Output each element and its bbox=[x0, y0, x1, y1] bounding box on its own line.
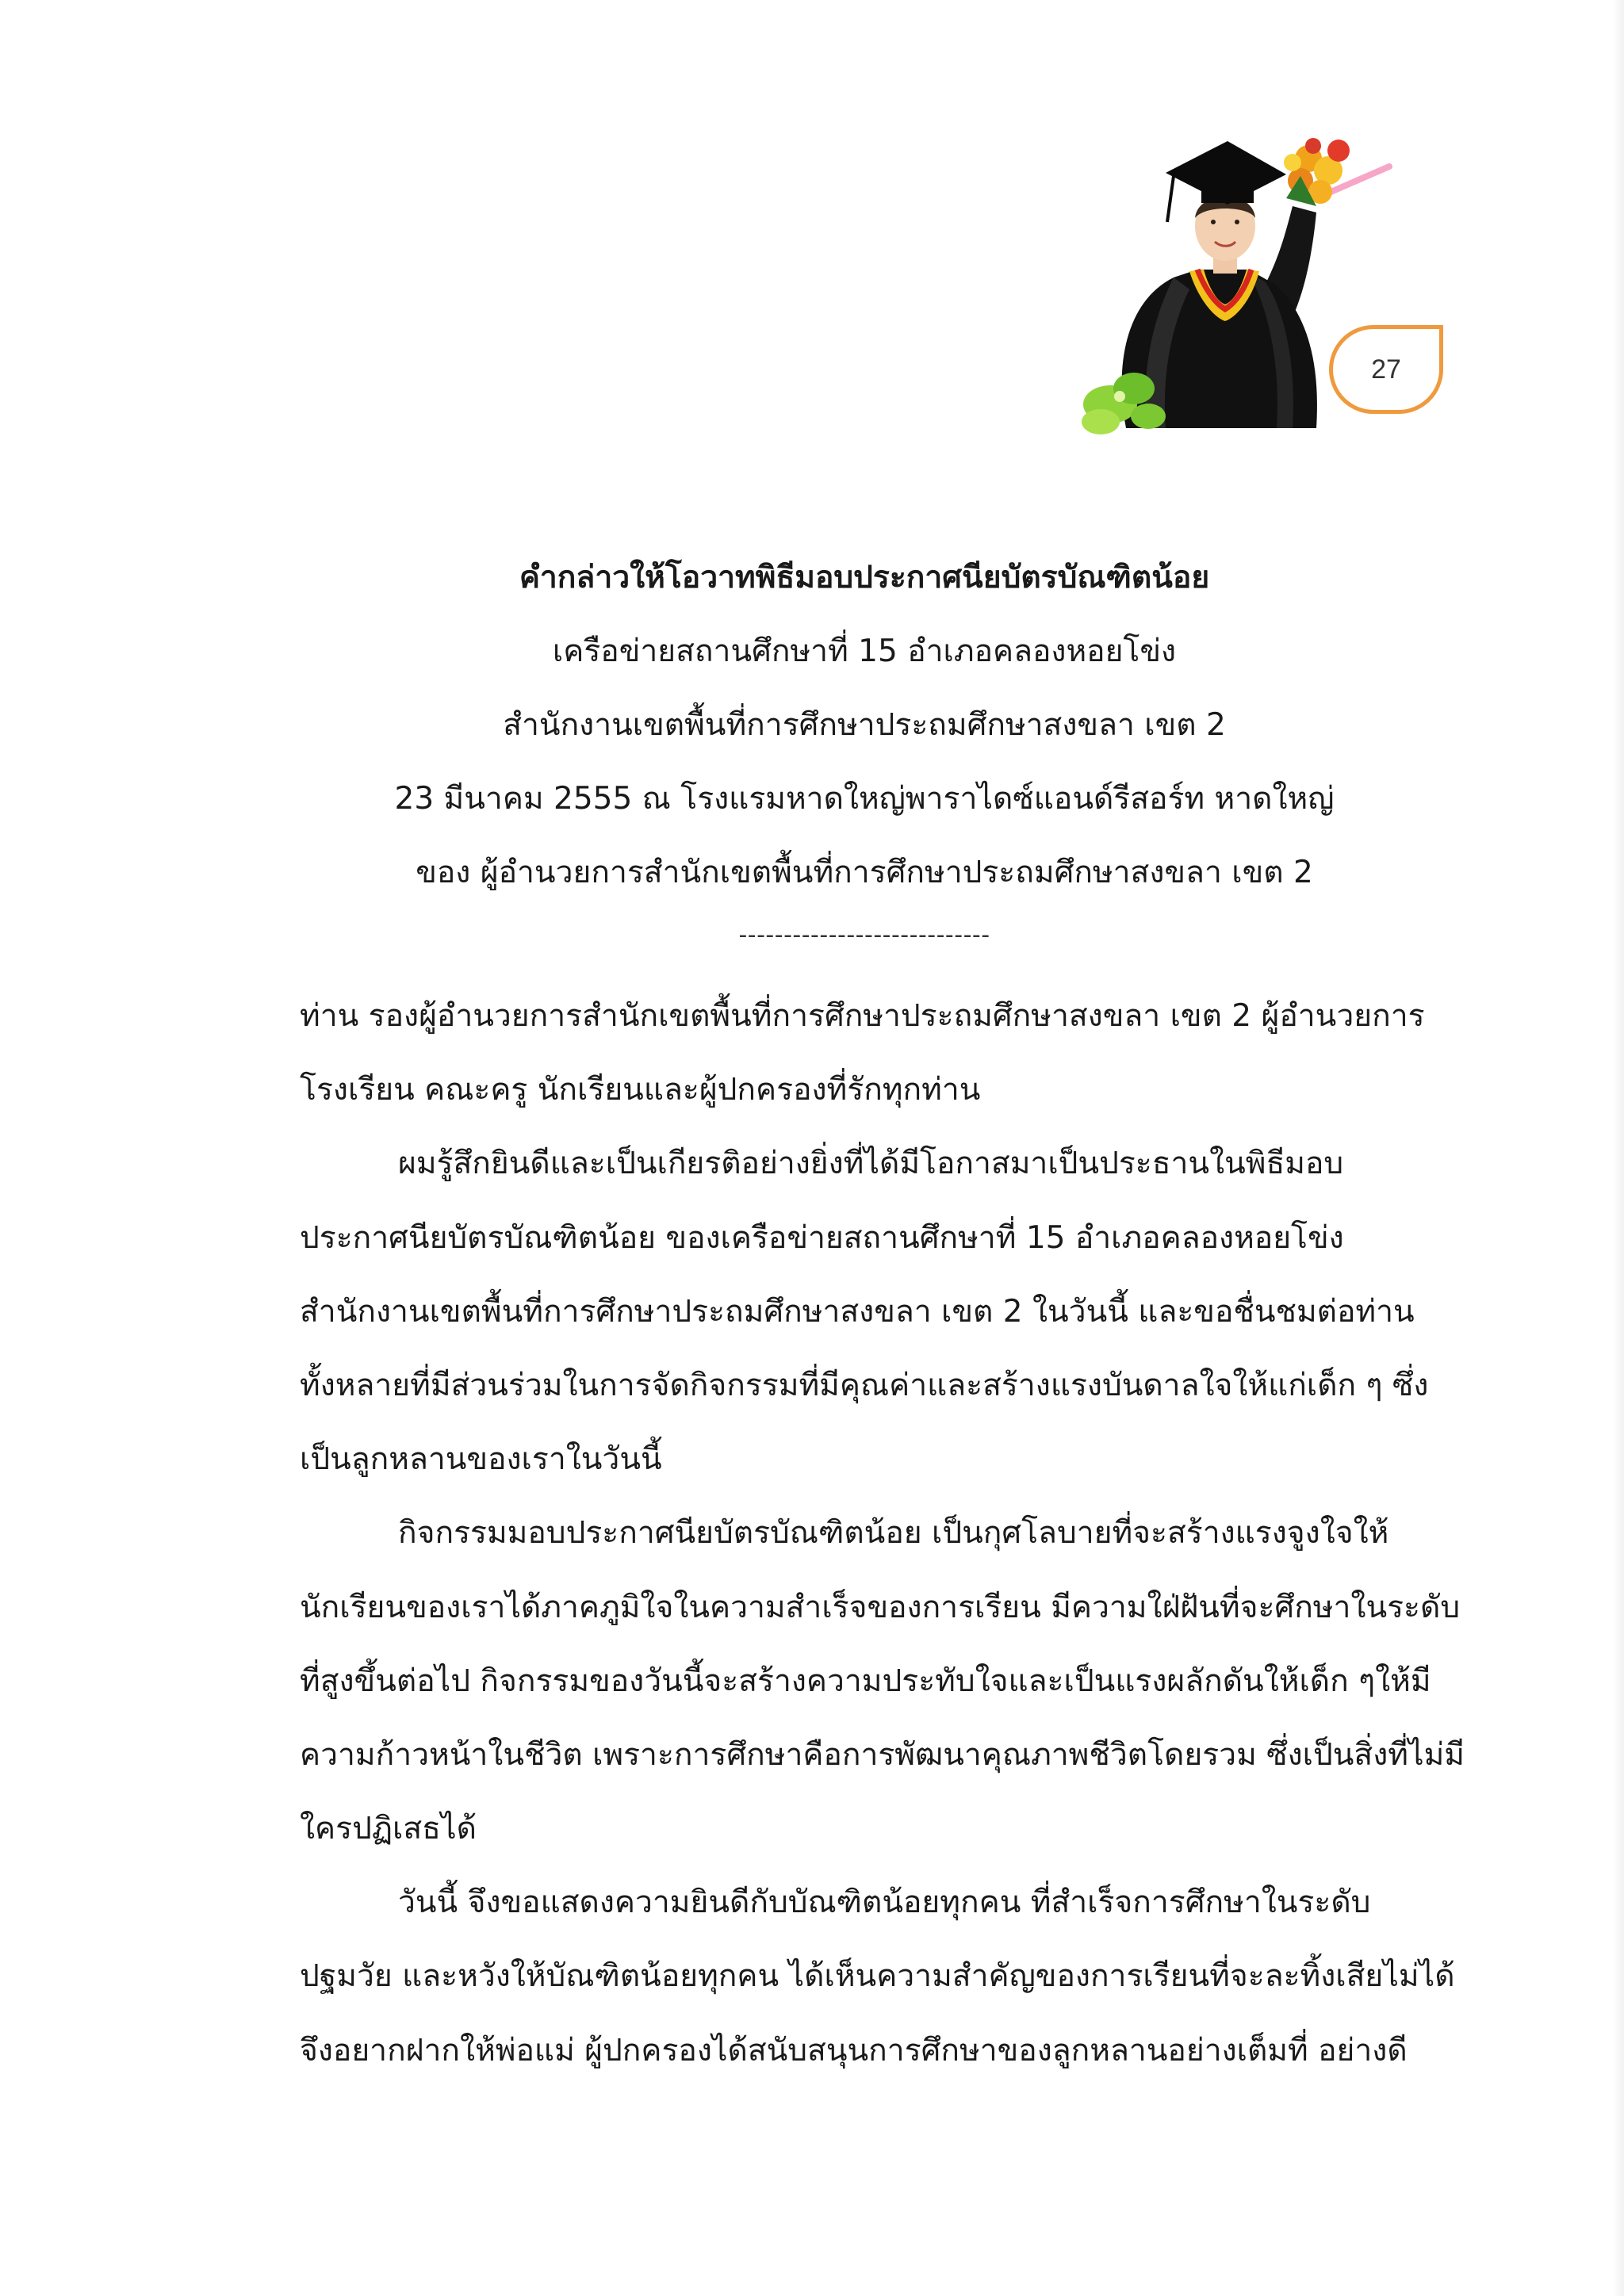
heading-line-1: เครือข่ายสถานศึกษาที่ 15 อำเภอคลองหอยโข่ง bbox=[552, 633, 1177, 669]
body-line: วันนี้ จึงขอแสดงความยินดีกับบัณฑิตน้อยทุกคน ที่สำเร็จการศึกษาในระดับ bbox=[398, 1885, 1371, 1921]
body-line: ความก้าวหน้าในชีวิต เพราะการศึกษาคือการพัฒนาคุณภาพชีวิตโดยรวม ซึ่งเป็นสิ่งที่ไม่มี bbox=[300, 1736, 1465, 1773]
body-line: ปฐมวัย และหวังให้บัณฑิตน้อยทุกคน ได้เห็นความสำคัญของการเรียนที่จะละทิ้งเสียไม่ได้ bbox=[300, 1958, 1455, 1995]
page-number: 27 bbox=[1371, 354, 1401, 385]
heading-divider: ---------------------------- bbox=[738, 921, 990, 949]
body-line: ผมรู้สึกยินดีและเป็นเกียรติอย่างยิ่งที่ได้มีโอกาสมาเป็นประธานในพิธีมอบ bbox=[398, 1146, 1344, 1182]
heading-line-3: 23 มีนาคม 2555 ณ โรงแรมหาดใหญ่พาราไดซ์แอนด์รีสอร์ท หาดใหญ่ bbox=[394, 781, 1335, 817]
body-line: กิจกรรมมอบประกาศนียบัตรบัณฑิตน้อย เป็นกุศโลบายที่จะสร้างแรงจูงใจให้ bbox=[398, 1515, 1389, 1552]
body-line: ที่สูงขึ้นต่อไป กิจกรรมของวันนี้จะสร้างความประทับใจและเป็นแรงผลักดันให้เด็ก ๆให้มี bbox=[300, 1663, 1431, 1699]
body-line: จึงอยากฝากให้พ่อแม่ ผู้ปกครองได้สนับสนุนการศึกษาของลูกหลานอย่างเต็มที่ อย่างดี bbox=[300, 2032, 1408, 2068]
body-line: ประกาศนียบัตรบัณฑิตน้อย ของเครือข่ายสถานศึกษาที่ 15 อำเภอคลองหอยโข่ง bbox=[300, 1219, 1344, 1256]
flower-bouquet-icon bbox=[1284, 138, 1389, 206]
page-edge-shadow bbox=[1613, 0, 1624, 2296]
page-number-badge bbox=[1329, 325, 1443, 414]
body-line: เป็นลูกหลานของเราในวันนี้ bbox=[300, 1441, 662, 1478]
body-line: ทั้งหลายที่มีส่วนร่วมในการจัดกิจกรรมที่มีคุณค่าและสร้างแรงบันดาลใจให้แก่เด็ก ๆ ซึ่ง bbox=[300, 1367, 1429, 1403]
heading-line-4: ของ ผู้อำนวยการสำนักเขตพื้นที่การศึกษาประถมศึกษาสงขลา เขต 2 bbox=[416, 855, 1313, 890]
body-line: ใครปฏิเสธได้ bbox=[300, 1811, 477, 1847]
body-line: ท่าน รองผู้อำนวยการสำนักเขตพื้นที่การศึกษาประถมศึกษาสงขลา เขต 2 ผู้อำนวยการ bbox=[300, 998, 1425, 1034]
document-body bbox=[300, 979, 1465, 2087]
document-heading bbox=[238, 541, 1491, 962]
heading-line-2: สำนักงานเขตพื้นที่การศึกษาประถมศึกษาสงขลา เขต 2 bbox=[503, 707, 1226, 743]
body-line: โรงเรียน คณะครู นักเรียนและผู้ปกครองที่รักทุกท่าน bbox=[300, 1072, 981, 1108]
body-line: นักเรียนของเราได้ภาคภูมิใจในความสำเร็จของการเรียน มีความใฝ่ฝันที่จะศึกษาในระดับ bbox=[300, 1589, 1461, 1625]
document-title: คำกล่าวให้โอวาทพิธีมอบประกาศนียบัตรบัณฑิตน้อย bbox=[519, 560, 1210, 595]
body-line: สำนักงานเขตพื้นที่การศึกษาประถมศึกษาสงขลา เขต 2 ในวันนี้ และขอชื่นชมต่อท่าน bbox=[300, 1293, 1415, 1330]
